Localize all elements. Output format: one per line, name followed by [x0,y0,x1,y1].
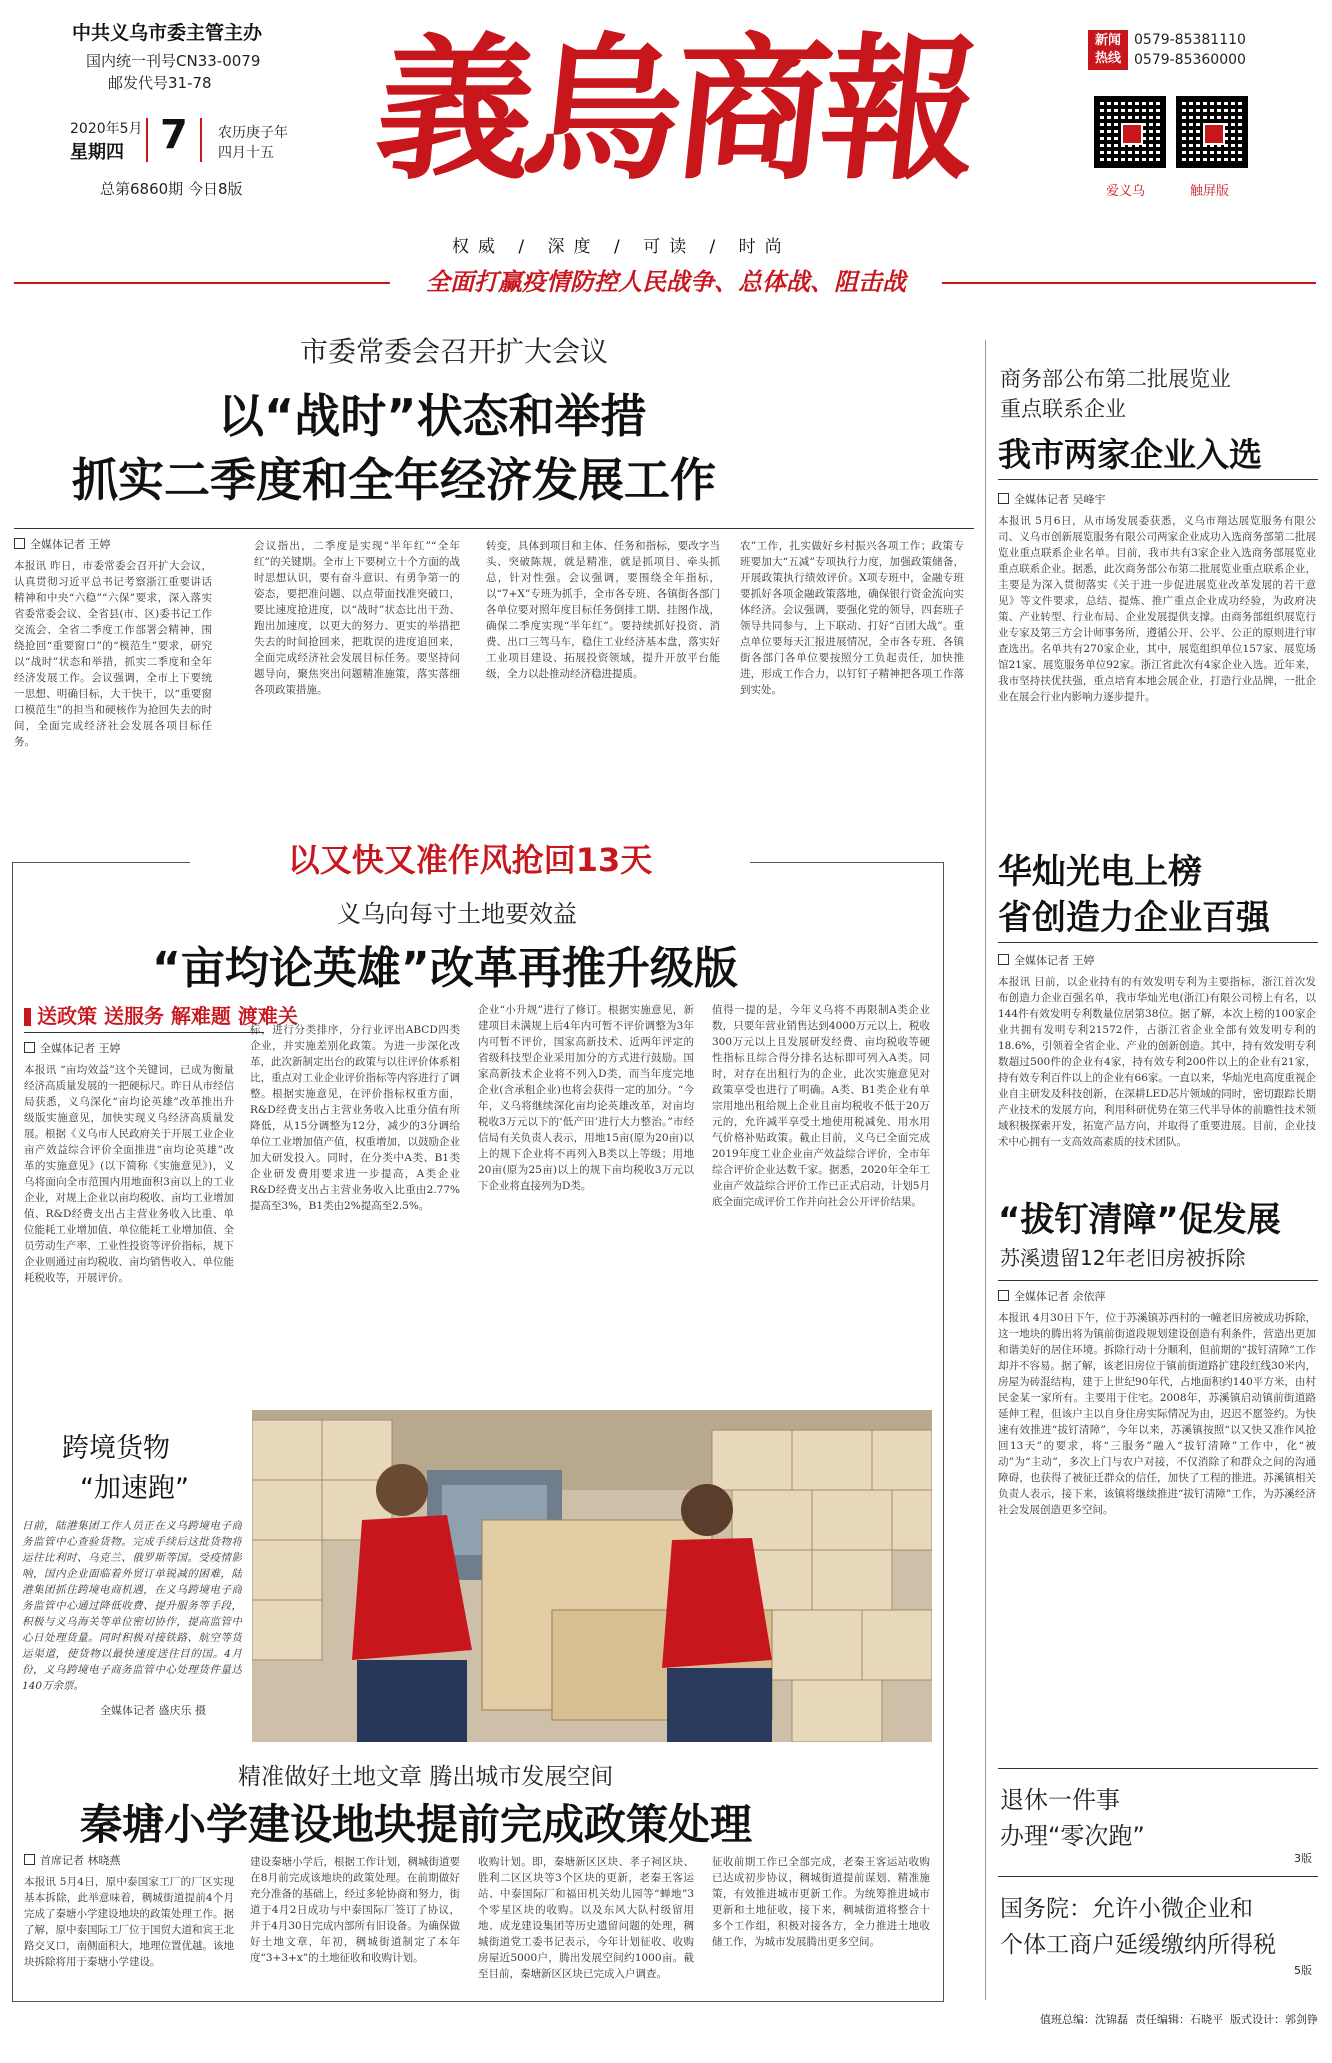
photo-caption-block [22,1410,244,1740]
hotline-phone-2: 0579-85360000 [1134,52,1246,68]
masthead [0,0,1332,300]
date-divider [200,118,202,162]
brief-1-line-2: 办理“零次跑” [1000,1822,1145,1850]
right1-kicker-2: 重点联系企业 [1000,397,1126,421]
qr-code-icon [1176,96,1248,168]
right3-text: 本报讯 4月30日下午，位于苏溪镇苏西村的一幢老旧房被成功拆除，这一地块的腾出将为镇前街道段规划建设创造有利条件，营造出更加和谐美好的居住环境。拆除行动十分顺利，但前期的“拔钉清障”工作却并不容易。据了解，该老旧房位于镇前街道路扩建段红线30米内，房屋为砖混结构，建于上世纪90年代，占地面积约140平方米，由村民金某一家所有。主要用于住宅。2008年，苏溪镇启动镇前街道路延伸工程，但该户主以自身住房实际情况为由，迟迟不愿签约。为快速有效推进“拔钉清障”，今年以来，苏溪镇按照“以又快又准作风抢回13天”的要求，将“三服务”融入“拔钉清障”工作中，化“被动”为“主动”，多次上门与农户对接，不仅消除了和群众之间的沟通障碍，也获得了被征迁群众的信任，加快了工程的推进。苏溪镇相关负责人表示，接下来，该镇将继续推进“拔钉清障”工作，为苏溪经济社会发展创造更多空间。 [998,1312,1316,1516]
issue-info: 总第6860期 今日8版 [100,180,243,198]
bottom-column-1: 本报讯 5月4日，原中泰国家工厂的厂区实现基本拆除，此举意味着，稠城街道提前4个月完成了秦塘小学建设地块的政策处理工作。据了解，原中泰国际工厂位于国贸大道和宾王北路交叉口，南侧面积大，地理位置优越。该地块拆除将用于秦塘小学建设。 [24,1876,234,1968]
feature-kicker: 义乌向每寸土地要效益 [337,900,577,928]
lead-column-4: 农”工作，扎实做好乡村振兴各项工作；政策专班要加大“五减”专项执行力度，加强政策储备，开展政策执行绩效评价。X项专班中，金融专班要抓好各项金融政策落地，确保银行资金流向实体经济。会议强调，要强化党的领导，四套班子领导共同参与，上下联动、打好“百团大战”。重点单位要每天汇报进展情况，全市各专班、各镇街各部门各单位要按照分工负起责任，加快推进，形成工作合力，以钉钉子精神把各项工作落到实处。 [740,540,964,696]
brief-2 [998,1884,1318,1984]
brief-2-page[interactable]: 5版 [1294,1964,1312,1977]
lunar-year: 农历庚子年 [218,125,288,141]
qr-label-1: 爱义乌 [1106,184,1146,199]
campaign-banner [390,264,942,300]
byline-square-icon [998,954,1009,965]
right3-byline [998,1288,1106,1304]
feature-column-4: 值得一提的是，今年义乌将不再限制A类企业数，只要年营业销售达到4000万元以上，税收300万元以上且发展研发经费、亩均税收等硬性指标且综合得分排名达标即可列入A类。同时，对存在出租行为的企业，此次实施意见对政策享受也进行了明确。A类、B1类企业有单宗用地出租给规上企业且亩均税收不低于20万元的，允许减半享受土地使用税减免、用水用气价格补贴政策。截止目前，义乌已全面完成2019年度工业企业亩产效益综合评价，全市年综合评价企业达数千家。据悉，2020年全年工业亩产效益综合评价工作已正式启动，计划5月底全面完成评价工作并向社会公开评价结果。 [712,1004,930,1208]
byline-square-icon [998,1290,1009,1301]
feature-banner [190,838,750,882]
bottom-kicker: 精准做好土地文章 腾出城市发展空间 [238,1764,614,1790]
footer-credits-text: 值班总编：沈锦磊 责任编辑：石晓平 版式设计：郭剑铮 [1040,2013,1318,2026]
lead-rule [14,528,974,529]
right-story-3 [998,1188,1318,1748]
photo-caption-title-1: 跨境货物 [62,1433,170,1464]
lead-byline [14,536,111,552]
brief-1-page[interactable]: 3版 [1294,1852,1312,1865]
right2-title-2: 省创造力企业百强 [998,898,1270,938]
feature-column-1: 本报讯 “亩均效益”这个关键词，已成为衡量经济高质量发展的一把硬标尺。昨日从市经信局获悉，义乌深化“亩均论英雄”改革推出升级版实施意见，加快实现义乌经济高质量发展。根据《义乌市人民政府关于开展工业企业亩产效益综合评价全面推进“亩均论英雄”改革的实施意见》(以下简称《实施意见》)，义乌将面向全市范围内用地面积3亩以上的工业企业，对规上企业以亩均税收、亩均工业增加值、R&D经费支出占主营业务收入比重、单位能耗工业增加值、单位能耗工业增加值、全员劳动生产率、工业性投资等评价指标，规下企业则通过亩均税收、亩均销售收入、单位能耗税收等，开展评价。 [24,1064,234,1284]
feature-column-2: 标，进行分类排序，分行业评出ABCD四类企业，并实施差别化政策。为进一步深化改革，此次新制定出台的政策与以往评价体系相比，重点对工业企业评价指标等内容进行了调整。根据实施意见，在评价指标权重方面，R&D经费支出占主营业务收入比重分值有所降低，从15分调整为12分，减少的3分调给单位工业增加值产值，权重增加，以鼓励企业加大研发投入。同时，在分类中A类、B1类企业研发费用要求进一步提高，A类企业R&D经费支出占主营业务收入比重由2.77%提高至3%，B1类由2%提高至2.5%。 [250,1024,460,1212]
photo-credit: 全媒体记者 盛庆乐 摄 [100,1704,206,1717]
bottom-column-3: 收购计划。即，秦塘新区区块、孝子祠区块、胜利二区区块等3个区块的更新，老秦王客运站、中泰国际厂和福田机关幼儿园等“蝉地”3个零星区块的收购。以及东风大队村级留用地、成龙建设集团等历史遗留问题的处理，稠城街道党工委书记表示，今年计划征收、收购房屋近5000户，腾出发展空间约1000亩。截至目前，秦塘新区区块已完成入户调查。 [478,1856,694,1980]
right1-rule [998,479,1318,480]
feature-story [12,882,944,1402]
right1-byline-text: 全媒体记者 吴峰宇 [1014,493,1106,506]
qr-code-icon [1094,96,1166,168]
lead-story [0,320,975,855]
bottom-column-2: 建设秦塘小学后，根据工作计划，稠城街道要在8月前完成该地块的政策处理。在前期做好充分准备的基础上，经过多轮协商和努力，街道于4月2日成功与中泰国际厂签订了协议，并于4月30日完成内部所有旧设备。为确保做好土地文章，年初，稠城街道制定了本年度“3+3+x”的土地征收和收购计划。 [250,1856,460,1964]
lead-title-1: 以“战时”状态和举措 [218,389,647,443]
feature-byline [24,1040,121,1056]
bottom-byline [24,1852,121,1868]
lead-title-2: 抓实二季度和全年经济发展工作 [72,453,716,507]
tag-square-icon [24,1008,31,1026]
right2-byline-text: 全媒体记者 王婷 [1014,954,1095,967]
feature-banner-text: 以又快又准作风抢回13天 [287,841,653,879]
hotline-box [1088,30,1128,70]
vertical-divider [985,340,986,2000]
right-story-1 [998,355,1318,830]
date-divider [146,118,148,162]
lead-column-3: 转变，具体到项目和主体、任务和指标，要改字当头、突破陈规，就是精准，就是抓项目、牵头抓总，针对性强。会议强调，要围绕全年指标，以“7+X”专班为抓手，全市各专班、各镇街各部门各单位要对照年度目标任务倒排工期、挂图作战，确保二季度实现“半年红”。要持续抓好投资、消费、出口三驾马车，稳住工业经济基本盘，落实好工业项目建设、拓展投资领域，提升开放平台能级，全力以赴推动经济稳进提质。 [486,540,720,680]
right2-rule [998,942,1318,943]
byline-square-icon [24,1854,35,1865]
postal-code: 邮发代号31-78 [108,74,212,92]
right3-rule [998,1280,1318,1281]
news-photo [252,1410,932,1742]
right1-byline [998,491,1106,507]
hotline-label-1: 新闻 [1094,33,1121,48]
byline-square-icon [24,1042,35,1053]
right1-text: 本报讯 5月6日，从市场发展委获悉，义乌市翔达展览服务有限公司、义乌市创新展览服务有限公司两家企业成功入选商务部第二批展览业重点联系企业名单。目前，我市共有3家企业入选商务部展览业重点联系企业。据悉，此次商务部公布第二批展览业重点联系企业，主要是为深入贯彻落实《关于进一步促进展览业改革发展的若干意见》等文件要求，总结、提炼、推广重点企业成功经验，为政府决策、产业转型、行业布局、企业发展提供支撑。由商务部组织展览行业专家及第三方会计师事务所，遵循公开、公平、公正的原则进行审查选出。名单共有270家企业，其中，展览组织单位157家、展览场馆21家、展览服务单位92家。浙江省此次有4家企业入选。近年来，我市坚持扶优扶强，重点培育本地会展企业，打造行业品牌，一批企业在展会行业内影响力逐步提升。 [998,515,1316,703]
feature-tag-rule [24,1032,264,1033]
brief-1-line-1: 退休一件事 [1000,1786,1120,1814]
brief-2-line-2: 个体工商户延缓缴纳所得税 [1000,1932,1276,1958]
byline-square-icon [998,493,1009,504]
right-rule [998,1768,1318,1769]
right2-title-1: 华灿光电上榜 [998,852,1202,892]
lead-column-2: 会议指出，二季度是实现“半年红”“全年红”的关键期。全市上下要树立十个方面的战时思想认识，要有奋斗意识、有勇争第一的姿态，要把准问题、以点带面找准突破口，要比速度抢进度，以“战时”状态比出干劲、跑出加速度，以更大的努力、更实的举措把失去的时间抢回来，把耽误的进度追回来，全面完成经济社会发展目标任务。要坚持问题导向，聚焦突出问题精准施策，落实落细各项政策措施。 [254,540,460,696]
right3-byline-text: 全媒体记者 余依萍 [1014,1290,1106,1303]
right1-kicker-1: 商务部公布第二批展览业 [1000,367,1231,391]
lead-byline-text: 全媒体记者 王婷 [30,538,111,551]
newspaper-title: 義烏商報 [368,18,980,201]
lunar-date: 四月十五 [218,145,274,161]
right2-text: 本报讯 日前，以企业持有的有效发明专利为主要指标，浙江首次发布创造力企业百强名单，我市华灿光电(浙江)有限公司榜上有名，以144件有效发明专利数量位居第38位。据了解，本次上榜的100家企业共拥有发明专利21572件，占浙江省企业全部有效发明专利的18.6%，引领着全省企业、产业的创新创造。其中，持有效发明专利数超过500件的企业有4家，持有效专利200件以上的企业有21家，持有效专利百件以上的企业有66家。一直以来，华灿光电高度重视企业自主研发及科技创新，在深耕LED芯片领域的同时，密切跟踪长期产业技术的发展方向，利用科研优势在第三代半导体的前瞻性技术领域积极探索开发，拓宽产品方向，并取得了重要进展。目前，企业技术中心拥有一支高效高素质的技术团队。 [998,976,1316,1148]
day-number: 7 [160,112,188,158]
brief-2-line-1: 国务院：允许小微企业和 [1000,1896,1253,1922]
right3-subtitle: 苏溪遗留12年老旧房被拆除 [1000,1246,1246,1270]
bottom-title: 秦塘小学建设地块提前完成政策处理 [80,1800,753,1849]
footer-credits [998,2008,1318,2032]
bottom-byline-text: 首席记者 林晓燕 [40,1854,121,1867]
campaign-banner-text: 全面打赢疫情防控人民战争、总体战、阻击战 [426,268,906,296]
hotline-phone-1: 0579-85381110 [1134,32,1246,48]
slogan: 权威 / 深度 / 可读 / 时尚 [452,237,791,257]
right-story-2 [998,840,1318,1175]
warehouse-photo-image [252,1410,932,1742]
feature-byline-text: 全媒体记者 王婷 [40,1042,121,1055]
lead-kicker: 市委常委会召开扩大会议 [300,335,609,368]
lead-column-1: 本报讯 昨日，市委常委会召开扩大会议，认真贯彻习近平总书记考察浙江重要讲话精神和中央“六稳”“六保”要求，深入落实省委常委会议、全省县(市、区)委书记工作交流会、全省二季度工作部署会精神，围绕抢回“重要窗口”的“模范生”要求，研究以“战时”状态和举措，抓实二季度和全年经济发展工作。会议强调，全市上下要统一思想、明确目标，大干快干，以“重要窗口模范生”的担当和硬核作为抢回失去的时间，全面完成经济社会发展各项目标任务。 [14,560,212,748]
byline-square-icon [14,538,25,549]
bottom-column-4: 征收前期工作已全部完成，老秦王客运站收购已达成初步协议，稠城街道提前谋划、精准施策，有效推进城市更新工作。为统筹推进城市更新和土地征收，接下来，稠城街道将整合十多个工作组，积极对接各方，全力推进土地收储工作，为城市发展腾出更多空间。 [712,1856,930,1948]
qr-label-2: 触屏版 [1190,184,1230,199]
photo-caption-title-2: “加速跑” [80,1473,189,1504]
issn: 国内统一刊号CN33-0079 [86,52,261,70]
right2-byline [998,952,1095,968]
hotline-label-2: 热线 [1094,51,1121,66]
photo-caption-text: 日前，陆港集团工作人员正在义乌跨境电子商务监管中心查验货物。完成手续后这批货物将运往比利时、乌克兰、俄罗斯等国。受疫情影响，国内企业面临着外贸订单锐减的困难，陆港集团抓住跨境电商机遇，在义乌跨境电子商务监管中心通过降低收费、提升服务等手段，积极与义乌海关等单位密切协作，提高监管中心日处理货量。同时积极对接铁路、航空等货运渠道，使货物以最快速度送往目的国。4月份，义乌跨境电子商务监管中心处理货件量达140万余票。 [22,1520,242,1692]
sponsor: 中共义乌市委主管主办 [72,22,263,44]
right1-title: 我市两家企业入选 [998,435,1262,474]
feature-column-3: 企业“小升规”进行了修订。根据实施意见，新建项目未满规上后4年内可暂不评价调整为3年内可暂不评价，国家高新技术、近两年评定的省级科技型企业采用加分的方式进行鼓励。国家高新技术企业将不列入D类，而当年度完地企业(含承租企业)也将会获得一定的加分。“今年，义乌将继续深化亩均论英雄改革，对亩均税收3万元以下的‘低产田’进行大力整治。”市经信局有关负责人表示，用地15亩(原为20亩)以上的规下企业将不再列入B类以上等级；用地20亩(原为25亩)以上的规下亩均税收3万元以下企业将直接列为D类。 [478,1004,694,1192]
feature-title: “亩均论英雄”改革再推升级版 [152,943,738,994]
bottom-story [12,1750,944,2000]
right3-title: “拔钉清障”促发展 [998,1200,1281,1240]
date-ym: 2020年5月 [70,121,143,137]
weekday: 星期四 [70,142,124,163]
brief-1 [998,1776,1318,1868]
right-rule [998,1876,1318,1877]
feature-tag-text: 送政策 送服务 解难题 渡难关 [37,1004,298,1028]
